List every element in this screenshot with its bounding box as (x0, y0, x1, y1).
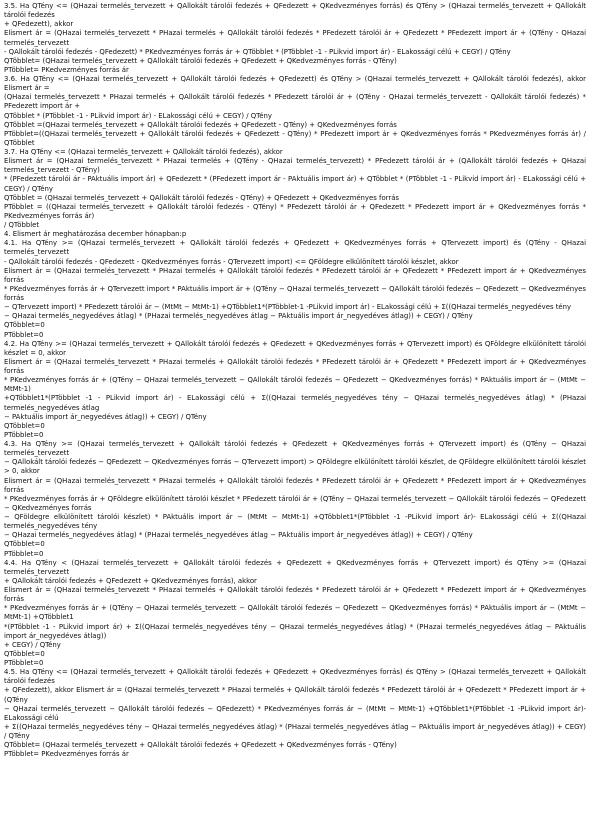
line-9: QTöbblet * (PTöbblet -1 - PLikvid import ár) - ELakossági célú + CEGY) / QTény (4, 111, 272, 120)
line-18: 4. Elismert ár meghatározása december hónapban:p (4, 230, 187, 239)
line-34: 4.3. Ha QTény >= (QHazai termelés_tervezett + QAllokált tárolói fedezés + QFedezett + QKedvezményes forrás + QTervezett import) és (QTény − QHazai termelés_tervezett (4, 440, 586, 458)
line-20: - QAllokált tárolói fedezés - QFedezett - QKedvezményes forrás - QTervezett import) <= QFöldegre elkülönített tárolói készlet, akkor (4, 257, 459, 266)
line-2: + QFedezett), akkor (4, 20, 74, 29)
line-30: +QTöbblet1*(PTöbblet -1 - PLikvid import ár) - ELakossági célú + Σ((QHazai termelés_negyedéves tény − QHazai termelés_negyedéves átlag) * (PHazai termelés_negyedéves átlag (4, 394, 586, 412)
line-3: Elismert ár = (QHazai termelés_tervezett * PHazai termelés + QAllokált tárolói fedezés * PFedezett tárolói ár + QFedezett * PFedezett import ár + (QTény - QHazai termelés_tervezett (4, 29, 586, 47)
line-7: 3.6. Ha QTény <= (QHazai termelés_tervezett + QAllokált tárolói fedezés + QFedezett) és QTény > (QHazai termelés_tervezett + QAllokált tárolói fedezés), akkor Elismert ár = (4, 75, 586, 93)
line-22: * PKedvezményes forrás ár + QTervezett import * PAktuális import ár + (QTény − QHazai termelés_tervezett − QAllokált tárolói fedezés − QFedezett − QKedvezményes forrás (4, 284, 586, 302)
line-36: Elismert ár = (QHazai termelés_tervezett * PHazai termelés + QAllokált tárolói fedezés * PFedezett tárolói ár + QFedezett * PFedezett import ár + QKedvezményes forrás (4, 476, 586, 494)
line-32: QTöbblet=0 (4, 421, 45, 430)
line-14: * (PFedezett tárolói ár - PAktuális import ár) + QFedezett * (PFedezett import ár - PAktuális import ár) + QTöbblet * (PTöbblet -1 - PLikvid import ár) - ELakossági célú + CEGY) / QTény (4, 175, 586, 193)
line-39: − QHazai termelés_negyedéves átlag) * (PHazai termelés_negyedéves átlag − PAktuális import ár_negyedéves átlag)) + CEGY) / QTény (4, 531, 473, 540)
line-17: / QTöbblet (4, 221, 40, 229)
line-45: * PKedvezményes forrás ár + (QTény − QHazai termelés_tervezett − QAllokált tárolói fedezés − QFedezett − QKedvezményes forrás) * PAktuális import ár − (MtMt − MtMt-1) +QTöbblet1 (4, 604, 586, 622)
line-11: PTöbblet=((QHazai termelés_tervezett + QAllokált tárolói fedezés + QFedezett - QTény) * PFedezett import ár + QKedvezményes forrás * PKedvezményes forrás ár) / QTöbblet (4, 129, 586, 147)
line-28: Elismert ár = (QHazai termelés_tervezett * PHazai termelés + QAllokált tárolói fedezés * PFedezett tárolói ár + QFedezett * PFedezett import ár + QKedvezményes forrás (4, 357, 586, 375)
line-16: PTöbblet = ((QHazai termelés_tervezett + QAllokált tárolói fedezés - QTény) * PFedezett tárolói ár + QFedezett * PFedezett import ár + QKedvezményes forrás * PKedvezményes forrás ár) (4, 202, 586, 220)
line-8: (QHazai termelés_tervezett * PHazai termelés + QAllokált tárolói fedezés * PFedezett tárolói ár + (QTény - QHazai termelés_tervezett - QAllokált tárolói fedezés) * PFedezett import ár + (4, 93, 586, 111)
line-24: − QHazai termelés_negyedéves átlag) * (PHazai termelés_negyedéves átlag − PAktuális import ár_negyedéves átlag)) + CEGY) / QTény (4, 312, 473, 321)
line-4: - QAllokált tárolói fedezés - QFedezett) * PKedvezményes forrás ár + QTöbblet * (PTöbblet -1 - PLikvid import ár) - ELakossági célú + CEGY) / QTény (4, 47, 511, 56)
line-55: PTöbblet= PKedvezményes forrás ár (4, 750, 129, 759)
line-37: * PKedvezményes forrás ár + QFöldegre elkülönített tárolói készlet * PFedezett tárolói ár + (QTény − QHazai termelés_tervezett − QAllokált tárolói fedezés − QFedezett − QKedvezményes forrás (4, 494, 586, 512)
line-21: Elismert ár = (QHazai termelés_tervezett * PHazai termelés + QAllokált tárolói fedezés * PFedezett tárolói ár + QFedezett * PFedezett import ár + QKedvezményes forrás (4, 266, 586, 284)
line-15: QTöbblet = (QHazai termelés_tervezett + QAllokált tárolói fedezés - QTény) + QFedezett + QKedvezményes forrás (4, 193, 400, 202)
line-31: − PAktuális import ár_negyedéves átlag)) + CEGY) / QTény (4, 412, 207, 421)
line-38: − QFöldegre elkülönített tárolói készlet) * PAktuális import ár − (MtMt − MtMt-1) +QTöbblet1*(PTöbblet -1 -PLikvid import ár)- ELakossági célú + Σ((QHazai termelés_negyedéves tény (4, 513, 586, 531)
line-19: 4.1. Ha QTény >= (QHazai termelés_tervezett + QAllokált tárolói fedezés + QFedezett + QKedvezményes forrás + QTervezett import) és (QTény - QHazai termelés_tervezett (4, 239, 586, 257)
line-23: − QTervezett import) * PFedezett tárolói ár − (MtMt − MtMt-1) +QTöbblet1*(PTöbblet-1 -PLikvid import ár) - ELakossági célú + Σ((QHazai termelés_negyedéves tény (4, 303, 572, 312)
line-46: *(PTöbblet -1 - PLikvid import ár) + Σ((QHazai termelés_negyedéves tény − QHazai termelés_negyedéves átlag) * (PHazai termelés_negyedéves átlag − PAktuális import ár_negyedéves átlag)) (4, 622, 586, 640)
line-10: QTöbblet =(QHazai termelés_tervezett + QAllokált tárolói fedezés + QFedezett - QTény) + QKedvezményes forrás (4, 120, 397, 129)
line-54: QTöbblet= (QHazai termelés_tervezett + QAllokált tárolói fedezés + QFedezett + QKedvezményes forrás - QTény) (4, 741, 397, 750)
line-44: Elismert ár = (QHazai termelés_tervezett * PHazai termelés + QAllokált tárolói fedezés * PFedezett tárolói ár + QFedezett * PFedezett import ár + QKedvezményes forrás (4, 586, 586, 604)
line-48: QTöbblet=0 (4, 649, 45, 658)
line-50: 4.5. Ha QTény <= (QHazai termelés_tervezett + QAllokált tárolói fedezés + QFedezett + QKedvezményes forrás) és QTény > (QHazai termelés_tervezett + QAllokált tárolói fedezés (4, 668, 586, 686)
line-1: 3.5. Ha QTény <= (QHazai termelés_tervezett + QAllokált tárolói fedezés + QFedezett + QKedvezményes forrás) és QTény > (QHazai termelés_tervezett + QAllokált tárolói fedezés (4, 2, 586, 20)
line-27: 4.2. Ha QTény >= (QHazai termelés_tervezett + QAllokált tárolói fedezés + QFedezett + QKedvezményes forrás + QTervezett import) és QFöldegre elkülönített tárolói készlet = 0, akkor (4, 339, 586, 357)
line-26: PTöbblet=0 (4, 330, 44, 339)
line-40: QTöbblet=0 (4, 540, 45, 549)
line-49: PTöbblet=0 (4, 659, 44, 667)
line-13: Elismert ár = (QHazai termelés_tervezett * PHazai termelés + (QTény - QHazai termelés_tervezett) * PFedezett tárolói ár + (QAllokált tárolói fedezés + QHazai termelés_tervezett - QTény) (4, 157, 586, 175)
line-42: 4.4. Ha QTény < (QHazai termelés_tervezett + QAllokált tárolói fedezés + QFedezett + QKedvezményes forrás + QTervezett import) és QTény >= (QHazai termelés_tervezett (4, 558, 586, 576)
line-43: + QAllokált tárolói fedezés + QFedezett + QKedvezményes forrás), akkor (4, 576, 257, 585)
line-25: QTöbblet=0 (4, 321, 45, 330)
line-35: − QAllokált tárolói fedezés − QFedezett − QKedvezményes forrás − QTervezett import) > QFöldegre elkülönített tárolói készlet, de QFöldegre elkülönített tárolói készlet > 0, akkor (4, 458, 586, 476)
line-47: + CEGY) / QTény (4, 640, 61, 649)
line-5: QTöbblet= (QHazai termelés_tervezett + QAllokált tárolói fedezés + QFedezett + QKedvezményes forrás - QTény) (4, 56, 397, 65)
line-41: PTöbblet=0 (4, 549, 44, 558)
line-53: + Σ((QHazai termelés_negyedéves tény − QHazai termelés_negyedéves átlag) * (PHazai termelés_negyedéves átlag − PAktuális import ár_negyedéves átlag)) + CEGY) / QTény (4, 722, 586, 740)
line-52: − QHazai termelés_tervezett − QAllokált tárolói fedezés − QFedezett) * PKedvezményes forrás ár − (MtMt − MtMt-1) +QTöbblet1*(PTöbblet -1 -PLikvid import ár)- ELakossági célú (4, 704, 586, 722)
line-29: * PKedvezményes forrás ár + (QTény − QHazai termelés_tervezett − QAllokált tárolói fedezés − QFedezett − QKedvezményes forrás) * PAktuális import ár − (MtMt − MtMt-1) (4, 376, 586, 394)
line-51: + QFedezett), akkor Elismert ár = (QHazai termelés_tervezett * PHazai termelés + QAllokált tárolói fedezés * PFedezett tárolói ár + QFedezett * PFedezett import ár + (QTény (4, 686, 586, 704)
line-12: 3.7. Ha QTény <= (QHazai termelés_tervezett + QAllokált tárolói fedezés), akkor (4, 148, 283, 156)
line-33: PTöbblet=0 (4, 430, 44, 439)
line-6: PTöbblet= PKedvezményes forrás ár (4, 65, 129, 74)
